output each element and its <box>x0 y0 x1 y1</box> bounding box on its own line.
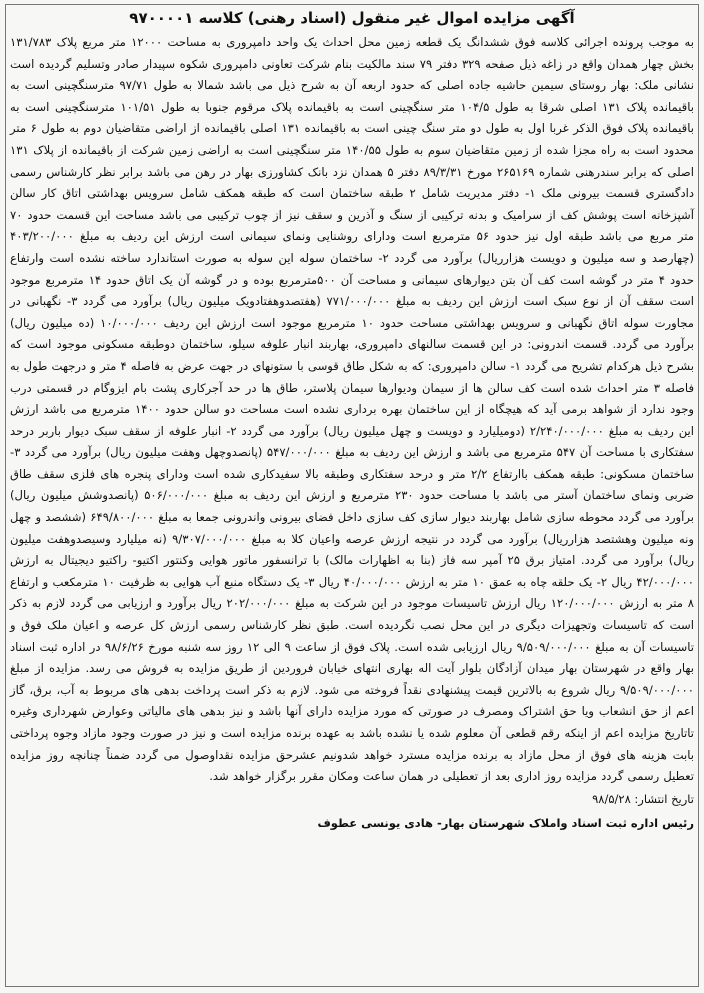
publish-date: تاریخ انتشار: ۹۸/۵/۲۸ <box>592 791 694 806</box>
notice-title: آگهی مزایده اموال غیر منقول (اسناد رهنی) کلاسه ۹۷۰۰۰۰۱ <box>129 9 575 27</box>
notice-footer <box>10 814 694 832</box>
signer-name: رئیس اداره ثبت اسناد واملاک شهرستان بهار- هادی یونسی عطوف <box>317 815 694 830</box>
notice-paragraph: به موجب پرونده اجرائی کلاسه فوق ششدانگ یک قطعه زمین محل احداث یک واحد دامپروری به مساحت ۱۲۰۰۰ متر مربع پلاک ۱۳۱/۷۸۳ بخش چهار همدان واقع در زاغه ذیل صفحه ۳۲۹ دفتر ۷۹ سند مالکیت بنام شرکت تعاونی دامپروری شکوه سپیدار صادر وتسلیم گردیده است نشانی ملک: بهار روستای سیمین حاشیه جاده اصلی که حدود اربعه آن به شرح ذیل می باشد شمالا به طول ۹۷/۷۱ مترسنگچینی است به باقیمانده پلاک ۱۳۱ اصلی شرقا به طول ۱۰۴/۵ متر سنگچینی است به باقیمانده پلاک مرقوم جنوبا به طول ۱۰۱/۵۱ مترسنگچینی است به باقیمانده پلاک فوق الذکر غربا اول به طول دو متر سنگ چینی است به باقیمانده ۱۳۱ اصلی باقیمانده از اراضی متقاضیان دوم به طول ۶ متر محدود است به راه مجزا شده از زمین متقاضیان سوم به طول ۱۴۰/۵۵ متر سنگچینی است به اراضی زمین شرکت از باقیمانده از پلاک ۱۳۱ اصلی که برابر سندرهنی شماره ۲۶۵۱۶۹ مورخ ۸۹/۳/۳۱ دفتر ۵ همدان نزد بانک کشاورزی بهار در رهن می باشد برابر نظر کارشناس رسمی دادگستری قسمت بیرونی ملک ۱- دفتر مدیریت شامل ۲ طبقه ساختمان است که طبقه همکف شامل سرویس بهداشتی اتاق کار سالن آشپزخانه است پوشش کف از سرامیک و بدنه ترکیبی از سنگ و آذرین و سقف نیز از چوب ترکیبی می باشد مساحت این قسمت حدود ۷۰ متر مربع می باشد طبقه اول نیز حدود ۵۶ مترمربع است ودارای روشنایی ونمای سیمانی است ارزش این ردیف به مبلغ ۴۰۳/۲۰۰/۰۰۰ (چهارصد و سه میلیون و دویست هزارریال) برآورد می گردد ۲- ساختمان سوله این سوله به صورت استاندارد ساخته نشده است وارتفاع حدود ۴ متر در گوشه است کف آن بتن دیوارهای سیمانی و مساحت آن ۵۰۰مترمربع بوده و در گوشه آن یک اتاق حدود ۱۴ مترمربع موجود است سقف آن از نوع سبک است ارزش این ردیف به مبلغ ۷۷۱/۰۰۰/۰۰۰ (هفتصدوهفتادویک میلیون ریال) برآورد می گردد ۳- نگهبانی در مجاورت سوله اتاق نگهبانی و سرویس بهداشتی مساحت حدود ۱۰ مترمربع موجود است ارزش این ردیف ۱۰/۰۰۰/۰۰۰ (ده میلیون ریال) برآورد می گردد. قسمت اندرونی: در این قسمت سالنهای دامپروری، بهاربند انبار علوفه سیلو، ساختمان دوطبقه مسکونی موجود است که بشرح ذیل هرکدام تشریح می گردد ۱- سالن دامپروری: که به شکل طاق قوسی با ستونهای در جهت عرض به فاصله ۴ متر و درجهت طول به فاصله ۳ متر احداث شده است کف سالن ها از سیمان ودیوارها سیمان پلاستر، طاق ها در حد آجرکاری پشت بام ایزوگام در قسمتی درب وجود ندارد از شواهد برمی آید که هیچگاه از این ساختمان بهره برداری نشده است مساحت دو سالن حدود ۱۴۰۰ مترمربع می باشد ارزش این ردیف به مبلغ ۲/۲۴۰/۰۰۰/۰۰۰ (دومیلیارد و دویست و چهل میلیون ریال) برآورد می گردد ۲- انبار علوفه از سقف سبک دیوار باربر درحد سفتکاری با مساحت آن ۵۴۷ مترمربع می باشد و ارزش این ردیف به مبلغ ۵۴۷/۰۰۰/۰۰۰ (پانصدوچهل وهفت میلیون ریال) برآورد می گردد ۳- ساختمان مسکونی: طبقه همکف باارتفاع ۲/۲ متر و درحد سفتکاری وطبقه بالا سفیدکاری شده است ودارای پنجره های فلزی سقف طاق ضربی ونمای ساختمان آستر می باشد با مساحت حدود ۲۳۰ مترمربع و ارزش این ردیف به مبلغ ۵۰۶/۰۰۰/۰۰۰ (پانصدوشش میلیون ریال) برآورد می گردد محوطه سازی شامل بهاربند دیوار سازی کف سازی داخل فضای بیرونی واندرونی جمعا به مبلغ ۶۴۹/۸۰۰/۰۰۰ (ششصد و چهل ونه میلیون وهشتصد هزارریال) برآورد می گردد در نتیجه ارزش عرصه واعیان کلا به مبلغ ۹/۳۰۷/۰۰۰/۰۰۰ (نه میلیارد وسیصدوهفت میلیون ریال) برآورد می گردد. امتیاز برق ۲۵ آمپر سه فاز (بنا به اظهارات مالک) با ترانسفور ماتور هوایی وکنتور اکتیو- راکتیو دیجیتال به ارزش ۴۲/۰۰۰/۰۰۰ ریال ۲- یک حلقه چاه به عمق ۱۰ متر به ارزش ۴۰/۰۰۰/۰۰۰ ریال ۳- یک دستگاه منبع آب هوایی به ظرفیت ۱۰ مترمکعب و ارتفاع ۸ متر به ارزش ۱۲۰/۰۰۰/۰۰۰ ریال ارزش تاسیسات موجود در این شرکت به مبلغ ۲۰۲/۰۰۰/۰۰۰ ریال برآورد و ارزیابی می گردد لازم به ذکر است که تاسیسات وتجهیزات دیگری در این محل نصب نگردیده است. طبق نظر کارشناس رسمی ارزش کل عرصه و اعیان ملک فوق و تاسیسات آن به مبلغ ۹/۵۰۹/۰۰۰/۰۰۰ ریال ارزیابی شده است. پلاک فوق از ساعت ۹ الی ۱۲ روز سه شنبه مورخ ۹۸/۶/۲۶ در اداره ثبت اسناد بهار واقع در شهرستان بهار میدان آزادگان بلوار آیت اله بهاری انتهای خیابان فروردین از طریق مزایده به فروش می رسد. مزایده از مبلغ ۹/۵۰۹/۰۰۰/۰۰۰ ریال شروع به بالاترین قیمت پیشنهادی نقداً فروخته می شود. لازم به ذکر است پرداخت بدهی های مربوط به آب، برق، گاز اعم از حق انشعاب ویا حق اشتراک ومصرف در صورتی که مورد مزایده دارای آنها باشد و نیز بدهی های مالیاتی وعوارض شهرداری وغیره تاتاریخ مزایده اعم از اینکه رقم قطعی آن معلوم شده یا نشده باشد به عهده برنده مزایده است و نیز در صورت وجود مازاد وجوه پرداختی بابت هزینه های فوق از محل مازاد به برنده مزایده مسترد خواهد شدونیم عشرحق مزایده نقداوصول می گردد ضمناً چنانچه روز مزایده تعطیل رسمی گردد مزایده روز اداری بعد از تعطیلی در همان ساعت ومکان مقرر برگزار خواهد شد. <box>10 35 695 784</box>
notice-body <box>10 32 694 788</box>
